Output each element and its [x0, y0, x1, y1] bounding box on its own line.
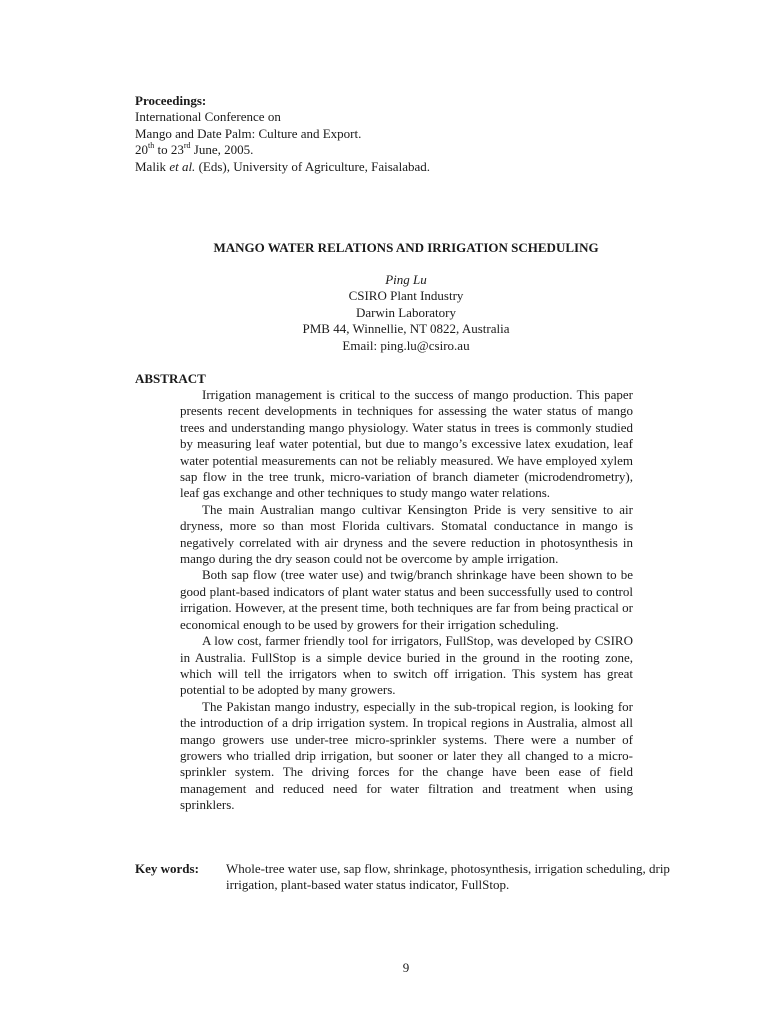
date-ordinal-end: rd	[183, 140, 191, 150]
editors-line	[135, 159, 655, 175]
editor-name: Malik	[135, 158, 170, 174]
keywords-label: Key words:	[135, 861, 199, 876]
abstract-body	[180, 387, 633, 814]
affiliation-line-2: Darwin Laboratory	[356, 304, 456, 320]
abstract-paragraph: The main Australian mango cultivar Kensington Pride is very sensitive to air dryness, more so than most Florida cultivars. Stomatal conductance in mango is negatively correlated with air dryness and the severe reduction in photosynthesis in mango during the dry season could not be overcome by ample irrigation.	[180, 501, 633, 567]
date-month-year: June, 2005.	[190, 142, 254, 158]
editor-et-al: et al.	[169, 158, 196, 174]
page-number: 9	[402, 960, 410, 975]
abstract-paragraph: The Pakistan mango industry, especially in the sub-tropical region, is looking for the introduction of a drip irrigation system. In tropical regions in Australia, almost all mango growers use under-tree micro-sprinkler systems. There were a number of growers who trialled drip irrigation, but sooner or later they all changed to a micro-sprinkler system. The driving forces for the change have been ease of field management and reduced need for water filtration and treatment when using sprinklers.	[180, 698, 633, 813]
abstract-paragraph: A low cost, farmer friendly tool for irrigators, FullStop, was developed by CSIRO in Australia. FullStop is a simple device buried in the ground in the rooting zone, which will tell the irrigators when to switch off irrigation. This system has great potential to be adopted by many growers.	[180, 633, 633, 698]
proceedings-header	[135, 93, 655, 175]
conference-dates	[135, 142, 655, 158]
abstract-paragraph: Irrigation management is critical to the success of mango production. This paper presents recent developments in techniques for assessing the water status of mango trees and understanding mango physiology. Water status in trees is commonly studied by measuring leaf water potential, but due to mango’s excessive latex exudation, leaf water potential measurements can not be reliably measured. We have employed xylem sap flow in the tree trunk, micro-variation of branch diameter (microdendrometry), leaf gas exchange and other techniques to study mango water relations.	[180, 387, 633, 501]
abstract-paragraph: Both sap flow (tree water use) and twig/branch shrinkage have been shown to be good plant-based indicators of plant water status and been successfully used to control irrigation. However, at the present time, both techniques are far from being practical or economical enough to be used by growers for their irrigation scheduling.	[180, 567, 633, 632]
author-address: PMB 44, Winnellie, NT 0822, Australia	[302, 321, 510, 337]
affiliation-line-1: CSIRO Plant Industry	[348, 288, 464, 304]
editor-institution: (Eds), University of Agriculture, Faisalabad.	[195, 158, 430, 174]
date-ordinal-start: th	[148, 140, 155, 150]
keywords-list: Whole-tree water use, sap flow, shrinkage, photosynthesis, irrigation scheduling, drip irrigation, plant-based water status indicator, FullStop.	[226, 861, 670, 893]
paper-title: MANGO WATER RELATIONS AND IRRIGATION SCHEDULING	[213, 240, 599, 255]
date-day-end: to 23	[154, 142, 184, 158]
proceedings-label: Proceedings:	[135, 93, 207, 108]
abstract-heading: ABSTRACT	[135, 371, 206, 386]
date-day-start: 20	[135, 142, 148, 158]
conference-line-1: International Conference on	[135, 109, 281, 125]
author-email: Email: ping.lu@csiro.au	[342, 337, 470, 353]
author-name: Ping Lu	[385, 272, 427, 287]
author-block	[135, 272, 677, 354]
conference-line-2: Mango and Date Palm: Culture and Export.	[135, 125, 362, 141]
